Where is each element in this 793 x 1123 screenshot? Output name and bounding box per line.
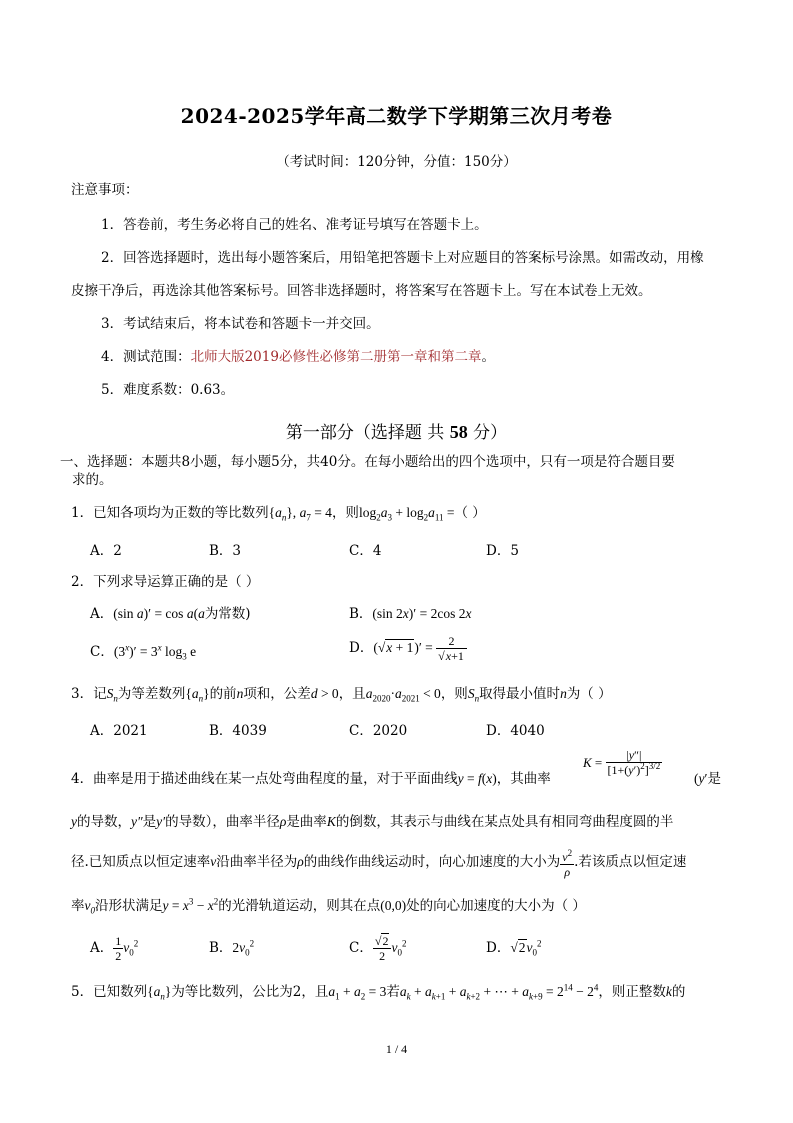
q4-option-a[interactable]: A． $\frac{1}{2}$ $v_0^2$: [90, 934, 139, 963]
section-heading: [0, 418, 793, 443]
notice-item-4-suffix: 。: [481, 349, 495, 365]
notice-heading: 注意事项：: [71, 182, 139, 198]
question-3-stem: 3．记$S_n$为等差数列$\{a_n\}$的前n项和，公差d > 0，且$a_{2020}\cdot a_{2021} < 0$，则$S_n$取得最小值时n为（ ）: [71, 686, 612, 704]
notice-item-2-line-2: 皮擦干净后，再选涂其他答案标号。回答非选择题时，将答案写在答题卡上。写在本试卷上无效。: [71, 283, 652, 299]
question-5-stem: 5．已知数列$\{a_n\}$为等比数列，公比为2，且$a_1 + a_2 = 3$若$a_k + a_{k+1} + a_{k+2}$ + ⋯ + $a_{k+9} = 2^{14} - 2^4$，则正整数k的: [71, 982, 686, 1002]
notice-item-4-scope: 北师大版2019必修性必修第二册第一章和第二章: [190, 349, 482, 365]
notice-item-3: 3．考试结束后，将本试卷和答题卡一并交回。: [101, 316, 380, 332]
q4-option-c[interactable]: C． $\frac{√2}{2}$ $v_0^2$: [349, 934, 407, 963]
page-number: 1 / 4: [385, 1042, 408, 1056]
section-heading-score: 58: [449, 422, 468, 442]
question-4-line-2: y的导数，y″是y′的导数），曲率半径ρ是曲率K的倒数，其表示与曲线在某点处具有相同弯曲程度圆的半: [71, 814, 674, 830]
q1-option-c[interactable]: C．4: [349, 543, 382, 559]
exam-subtitle: （考试时间：120分钟，分值：150分）: [276, 154, 517, 170]
q1-option-d[interactable]: D．5: [486, 543, 519, 559]
question-4-line-1: 4．曲率是用于描述曲线在某一点处弯曲程度的量，对于平面曲线y = f(x)，其曲率: [71, 771, 551, 787]
notice-item-1: 1．答卷前，考生务必将自己的姓名、准考证号填写在答题卡上。: [101, 217, 488, 233]
part1-instructions-line-1: 一、选择题：本题共8小题，每小题5分，共40分。在每小题给出的四个选项中，只有一项是符合题目要: [60, 454, 675, 470]
question-4-line-3: 径.已知质点以恒定速率v沿曲率半径为ρ的曲线作曲线运动时，向心加速度的大小为 $\frac{v^2}{\rho}$ .若该质点以恒定速: [71, 848, 687, 879]
notice-item-5: 5．难度系数：0.63。: [101, 382, 235, 398]
q2-option-c[interactable]: C．$(3^x)' = 3^x$ $\log_3 e$: [90, 642, 197, 662]
notice-item-4: [101, 347, 495, 367]
part1-instructions-line-2: 求的。: [72, 472, 113, 488]
q4-curvature-formula: K = $\frac{|y''|}{[1+(y')^2]^{3/2}}$: [583, 748, 661, 777]
q3-option-c[interactable]: C．2020: [349, 723, 408, 739]
q4-option-d[interactable]: D．$√2v_0^2$: [486, 938, 542, 958]
q3-option-b[interactable]: B．4039: [209, 723, 267, 739]
question-4-line-4: 率$v_0$沿形状满足$y = x^3 - x^2$的光滑轨道运动，则其在点(0,0)处的向心加速度的大小为（ ）: [71, 896, 586, 916]
question-4-line-1-end: (y′是: [694, 771, 721, 787]
q1-option-b[interactable]: B．3: [209, 543, 242, 559]
question-2-stem: 2．下列求导运算正确的是（ ）: [71, 574, 260, 590]
q1-log-expr: $\log_2a_3 + \log_2a_{11}$ =: [358, 505, 455, 523]
question-1-stem: 1．已知各项均为正数的等比数列$\{a_n\}$, $a_7 = 4$，则$\log_2a_3 + \log_2a_{11}$ =（ ）: [71, 505, 486, 523]
q2-option-a[interactable]: A．(sin a)′ = cos a(a为常数): [90, 606, 251, 622]
notice-item-2-line-1: 2．回答选择题时，选出每小题答案后，用铅笔把答题卡上对应题目的答案标号涂黑。如需改动，用橡: [101, 250, 704, 266]
q2-option-d[interactable]: D．(√x + 1)′ = $\frac{2}{√x+1}$: [349, 634, 467, 663]
section-heading-prefix: 第一部分（选择题 共: [285, 423, 445, 443]
q1-seq-expr: $\{a_n\}$, $a_7 = 4$: [268, 505, 332, 523]
q1-option-a[interactable]: A．2: [90, 543, 122, 559]
q3-option-a[interactable]: A．2021: [90, 723, 148, 739]
exam-title: 2024-2025学年高二数学下学期第三次月考卷: [180, 104, 613, 128]
q3-option-d[interactable]: D．4040: [486, 723, 545, 739]
section-heading-suffix: 分）: [473, 423, 508, 443]
notice-item-4-prefix: 4．测试范围：: [101, 349, 191, 365]
q2-option-b[interactable]: B．(sin 2x)′ = 2cos 2x: [349, 606, 472, 622]
q4-option-b[interactable]: B．$2v_0^2$: [209, 938, 255, 958]
